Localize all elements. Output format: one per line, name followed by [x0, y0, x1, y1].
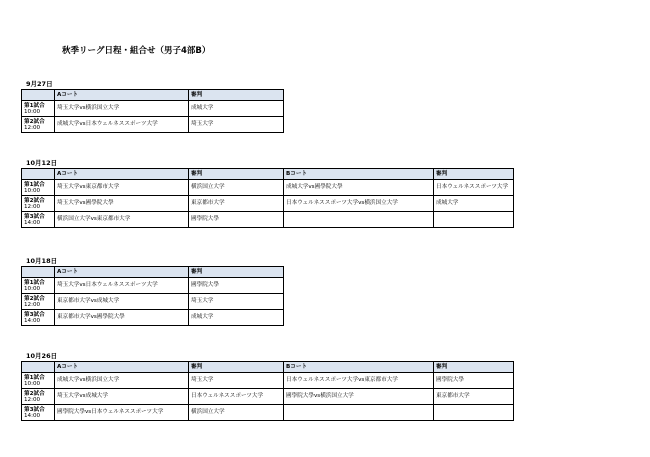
header-cell-b-court: Bコート [284, 362, 434, 373]
match-time: 14:00 [24, 219, 41, 226]
match-cell [22, 196, 55, 212]
match-label: 第1試合 [24, 181, 45, 188]
section-date: 10月26日 [26, 352, 58, 360]
match-time: 10:00 [24, 108, 41, 115]
match-cell [22, 180, 55, 196]
header-cell-referee-b: 審判 [434, 169, 514, 180]
a-court-match: 國學院大學vs日本ウェルネススポーツ大学 [55, 405, 189, 421]
match-time: 10:00 [24, 285, 41, 292]
a-court-referee: 横浜国立大学 [189, 180, 284, 196]
b-court-referee: 日本ウェルネススポーツ大学 [434, 180, 514, 196]
match-cell [22, 373, 55, 389]
schedule-table [21, 266, 284, 326]
match-cell [22, 117, 55, 133]
a-court-referee: 成城大学 [189, 101, 284, 117]
header-cell-blank [22, 90, 55, 101]
match-label: 第2試合 [24, 390, 45, 397]
header-cell-blank [22, 362, 55, 373]
header-cell-referee: 審判 [189, 169, 284, 180]
header-cell-a-court: Aコート [55, 267, 189, 278]
a-court-referee: 東京都市大学 [189, 196, 284, 212]
table-row [22, 180, 514, 196]
match-time: 14:00 [24, 317, 41, 324]
a-court-match: 横浜国立大学vs東京都市大学 [55, 212, 189, 228]
match-cell [22, 405, 55, 421]
table-row [22, 373, 514, 389]
a-court-match: 埼玉大学vs横浜国立大学 [55, 101, 189, 117]
table-row [22, 389, 514, 405]
header-cell-referee: 審判 [189, 267, 284, 278]
a-court-referee: 日本ウェルネススポーツ大学 [189, 389, 284, 405]
match-time: 12:00 [24, 301, 41, 308]
a-court-match: 埼玉大学vs日本ウェルネススポーツ大学 [55, 278, 189, 294]
header-cell-blank [22, 169, 55, 180]
table-header-row [22, 267, 284, 278]
match-time: 12:00 [24, 124, 41, 131]
schedule-section-oct12 [21, 159, 514, 228]
match-label: 第1試合 [24, 279, 45, 286]
a-court-referee: 横浜国立大学 [189, 405, 284, 421]
table-row [22, 405, 514, 421]
b-court-match [284, 405, 434, 421]
header-cell-a-court: Aコート [55, 362, 189, 373]
match-cell [22, 278, 55, 294]
header-cell-a-court: Aコート [55, 90, 189, 101]
match-label: 第3試合 [24, 311, 45, 318]
table-row [22, 212, 514, 228]
b-court-referee: 成城大学 [434, 196, 514, 212]
table-row [22, 196, 514, 212]
a-court-referee: 成城大学 [189, 310, 284, 326]
b-court-referee [434, 405, 514, 421]
a-court-match: 成城大学vs横浜国立大学 [55, 373, 189, 389]
b-court-match: 日本ウェルネススポーツ大学vs横浜国立大学 [284, 196, 434, 212]
match-label: 第3試合 [24, 213, 45, 220]
match-cell [22, 294, 55, 310]
b-court-referee: 東京都市大学 [434, 389, 514, 405]
a-court-referee: 埼玉大学 [189, 373, 284, 389]
a-court-match: 埼玉大学vs國學院大學 [55, 196, 189, 212]
match-time: 12:00 [24, 396, 41, 403]
schedule-section-oct18 [21, 257, 284, 326]
match-label: 第1試合 [24, 102, 45, 109]
match-label: 第3試合 [24, 406, 45, 413]
a-court-match: 成城大学vs日本ウェルネススポーツ大学 [55, 117, 189, 133]
b-court-referee [434, 212, 514, 228]
table-header-row [22, 169, 514, 180]
table-header-row [22, 90, 284, 101]
a-court-match: 埼玉大学vs成城大学 [55, 389, 189, 405]
table-row [22, 278, 284, 294]
match-cell [22, 389, 55, 405]
a-court-referee: 埼玉大学 [189, 117, 284, 133]
match-cell [22, 310, 55, 326]
match-time: 10:00 [24, 380, 41, 387]
schedule-table [21, 89, 284, 133]
b-court-match [284, 212, 434, 228]
a-court-match: 埼玉大学vs東京都市大学 [55, 180, 189, 196]
match-cell [22, 212, 55, 228]
header-cell-a-court: Aコート [55, 169, 189, 180]
header-cell-referee: 審判 [189, 362, 284, 373]
section-date: 10月12日 [26, 159, 58, 167]
a-court-referee: 埼玉大学 [189, 294, 284, 310]
a-court-referee: 國學院大學 [189, 278, 284, 294]
schedule-section-sep27 [21, 80, 284, 133]
match-time: 14:00 [24, 412, 41, 419]
b-court-match: 日本ウェルネススポーツ大学vs東京都市大学 [284, 373, 434, 389]
table-row [22, 101, 284, 117]
table-row [22, 117, 284, 133]
schedule-section-oct26 [21, 352, 514, 421]
table-header-row [22, 362, 514, 373]
b-court-match: 國學院大學vs横浜国立大学 [284, 389, 434, 405]
a-court-match: 東京都市大学vs成城大学 [55, 294, 189, 310]
page-title: 秋季リーグ日程・組合せ（男子4部B） [62, 46, 211, 56]
header-cell-referee: 審判 [189, 90, 284, 101]
a-court-match: 東京都市大学vs國學院大學 [55, 310, 189, 326]
match-label: 第2試合 [24, 295, 45, 302]
section-date: 10月18日 [26, 257, 58, 265]
match-cell [22, 101, 55, 117]
section-date: 9月27日 [26, 80, 53, 88]
match-time: 10:00 [24, 187, 41, 194]
match-time: 12:00 [24, 203, 41, 210]
table-row [22, 310, 284, 326]
header-cell-blank [22, 267, 55, 278]
header-cell-b-court: Bコート [284, 169, 434, 180]
b-court-referee: 國學院大學 [434, 373, 514, 389]
match-label: 第1試合 [24, 374, 45, 381]
table-row [22, 294, 284, 310]
match-label: 第2試合 [24, 118, 45, 125]
header-cell-referee-b: 審判 [434, 362, 514, 373]
match-label: 第2試合 [24, 197, 45, 204]
schedule-table [21, 361, 514, 421]
a-court-referee: 國學院大學 [189, 212, 284, 228]
schedule-table [21, 168, 514, 228]
b-court-match: 成城大学vs國學院大學 [284, 180, 434, 196]
